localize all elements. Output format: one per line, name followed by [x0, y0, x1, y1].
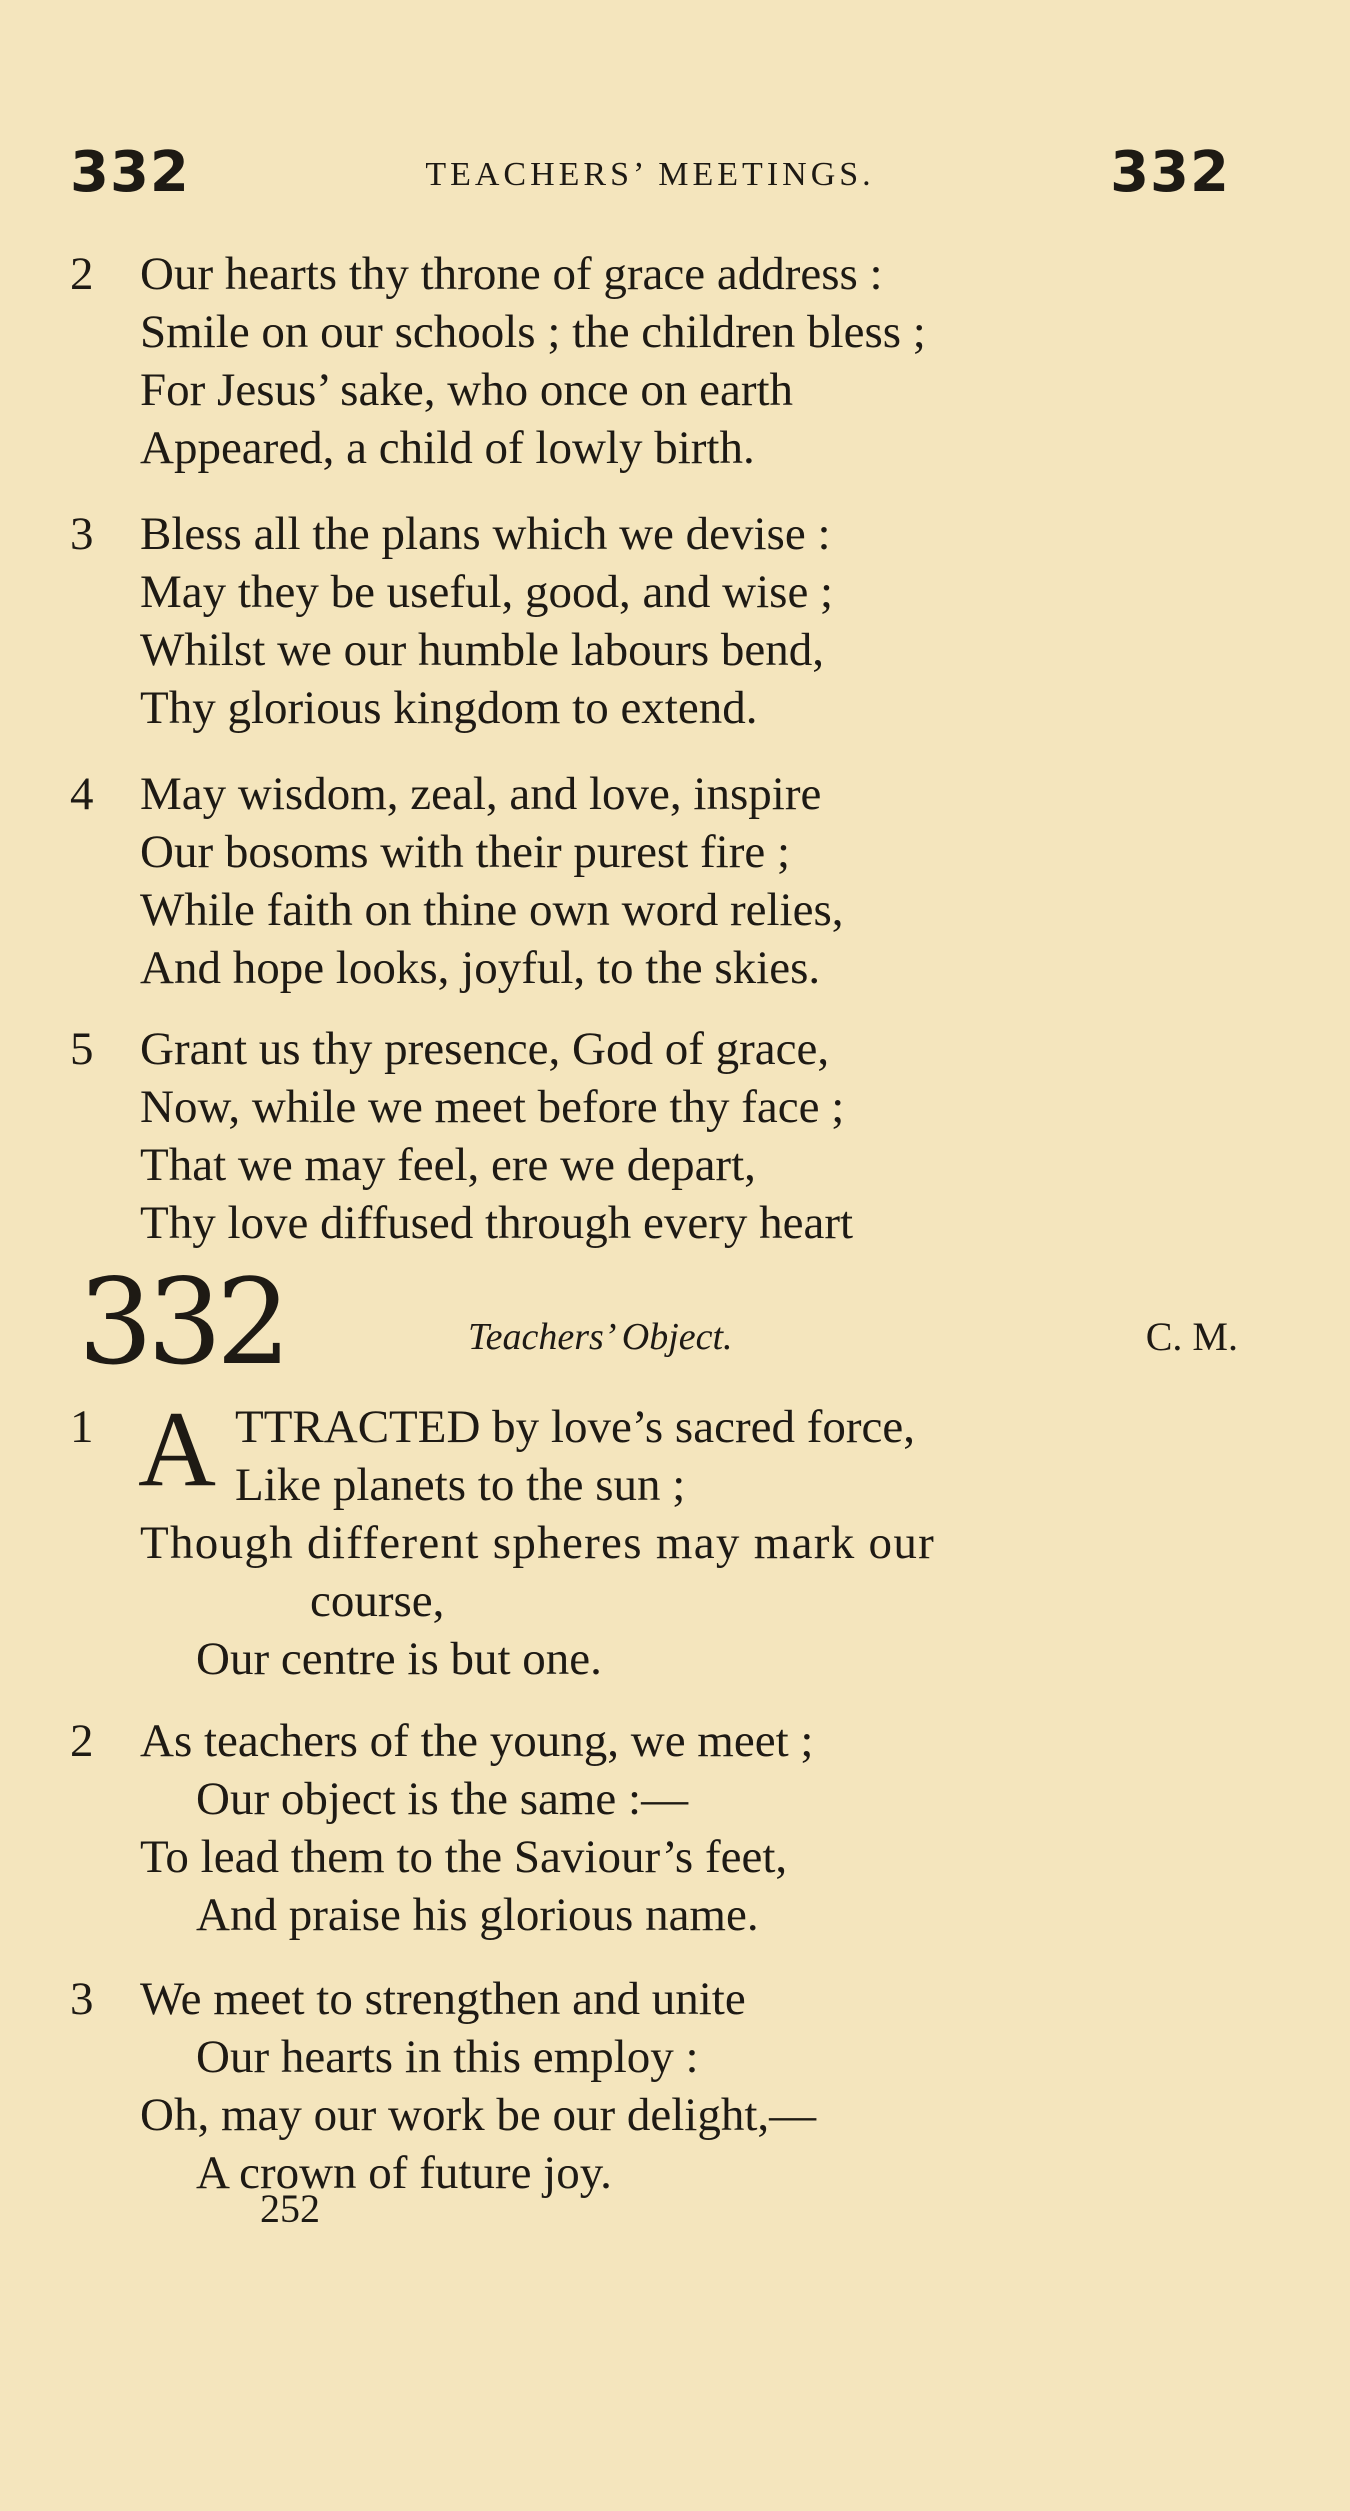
header-hymn-number-right: 332 [1110, 140, 1230, 205]
verse [70, 245, 1250, 477]
verse [70, 1020, 1250, 1252]
verse-number: 2 [70, 1715, 94, 1767]
verse [70, 1970, 1250, 2202]
verse-number: 3 [70, 508, 94, 560]
page-number: 252 [260, 2186, 320, 2231]
verse-line: Whilst we our humble labours bend, [140, 624, 824, 676]
drop-cap: A [138, 1390, 216, 1509]
verse [70, 505, 1250, 737]
verse-line: While faith on thine own word relies, [140, 884, 844, 936]
verse-line: Thy love diffused through every heart [140, 1197, 854, 1249]
verse-line: Appeared, a child of lowly birth. [140, 422, 755, 474]
verse-line: Our object is the same :— [196, 1773, 689, 1825]
verse-line: Though different spheres may mark our [140, 1517, 936, 1569]
verse-number: 3 [70, 1973, 94, 2025]
verse-number: 1 [70, 1401, 94, 1453]
verse-line: We meet to strengthen and unite [140, 1973, 746, 2025]
verse-line: Oh, may our work be our delight,— [140, 2089, 817, 2141]
verse [70, 1390, 1250, 1688]
verse-line: Grant us thy presence, God of grace, [140, 1023, 830, 1075]
verse-number: 4 [70, 768, 94, 820]
verse-line: Our centre is but one. [196, 1633, 602, 1685]
hymn-number: 332 [78, 1253, 286, 1391]
verse-line: Our bosoms with their purest fire ; [140, 826, 791, 878]
verse-line: Smile on our schools ; the children bless ; [140, 306, 926, 358]
verse-line: That we may feel, ere we depart, [140, 1139, 756, 1191]
verse-line: Bless all the plans which we devise : [140, 508, 831, 560]
verse-line: For Jesus’ sake, who once on earth [140, 364, 794, 416]
verse-line: Our hearts thy throne of grace address : [140, 248, 883, 300]
verse-line: TTRACTED by love’s sacred force, [235, 1401, 915, 1453]
header-title: TEACHERS’ MEETINGS. [425, 156, 875, 193]
verse [70, 765, 1250, 997]
hymn-subtitle: Teachers’ Object. [468, 1316, 733, 1358]
verse-number: 5 [70, 1023, 94, 1075]
verse-line: Thy glorious kingdom to extend. [140, 682, 758, 734]
verse-number: 2 [70, 248, 94, 300]
verse-line: And praise his glorious name. [196, 1889, 759, 1941]
verse-line: Now, while we meet before thy face ; [140, 1081, 845, 1133]
verse-line: To lead them to the Saviour’s feet, [140, 1831, 788, 1883]
verse-line: May they be useful, good, and wise ; [140, 566, 834, 618]
hymn-heading [78, 1253, 1238, 1391]
verse-line: And hope looks, joyful, to the skies. [140, 942, 821, 994]
verse-line: As teachers of the young, we meet ; [140, 1715, 814, 1767]
hymn-meter: C. M. [1145, 1314, 1238, 1359]
verse-line: Our hearts in this employ : [196, 2031, 699, 2083]
verse [70, 1712, 1250, 1944]
verse-line: May wisdom, zeal, and love, inspire [140, 768, 822, 820]
verse-line: A crown of future joy. [196, 2147, 612, 2199]
verse-line: course, [310, 1575, 445, 1627]
header-hymn-number-left: 332 [70, 140, 190, 205]
verse-line: Like planets to the sun ; [235, 1459, 686, 1511]
running-header [70, 140, 1230, 210]
